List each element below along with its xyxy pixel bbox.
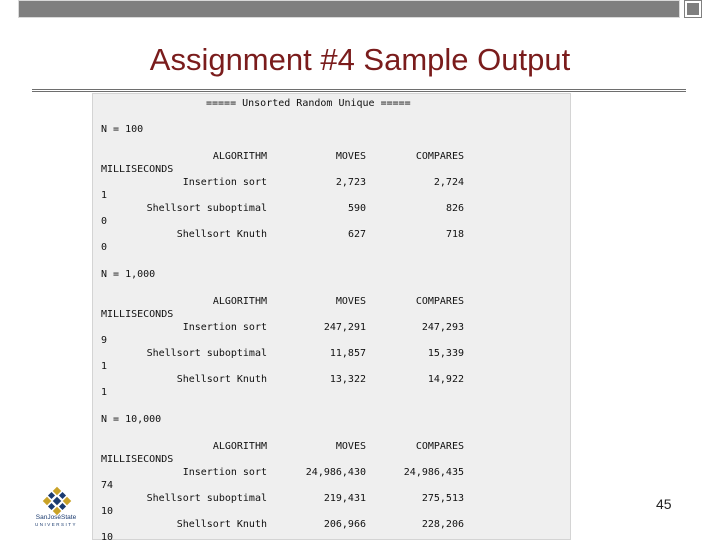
row-algorithm: Shellsort suboptimal — [146, 348, 267, 359]
row-milliseconds: 1 — [101, 361, 108, 372]
row-milliseconds: 74 — [101, 480, 114, 491]
logo-name: SanJoséState — [35, 514, 77, 521]
header-moves: MOVES — [335, 151, 366, 162]
row-moves: 627 — [347, 229, 366, 240]
logo-subtitle: UNIVERSITY — [34, 522, 77, 527]
header-moves: MOVES — [335, 296, 366, 307]
header-milliseconds: MILLISECONDS — [101, 454, 174, 465]
n-label: N = 100 — [101, 124, 144, 135]
row-milliseconds: 0 — [101, 242, 108, 253]
header-moves: MOVES — [335, 441, 366, 452]
row-compares: 247,293 — [421, 322, 464, 333]
header-compares: COMPARES — [415, 296, 464, 307]
header-algorithm: ALGORITHM — [212, 441, 267, 452]
title-rule — [32, 89, 686, 92]
header-algorithm: ALGORITHM — [212, 296, 267, 307]
row-moves: 2,723 — [335, 177, 366, 188]
header-algorithm: ALGORITHM — [212, 151, 267, 162]
row-moves: 247,291 — [323, 322, 366, 333]
n-label: N = 1,000 — [101, 269, 156, 280]
row-algorithm: Shellsort Knuth — [176, 374, 267, 385]
row-milliseconds: 1 — [101, 190, 108, 201]
header-compares: COMPARES — [415, 441, 464, 452]
row-algorithm: Insertion sort — [182, 177, 267, 188]
page-number: 45 — [656, 496, 672, 512]
row-compares: 826 — [445, 203, 464, 214]
slide-title: Assignment #4 Sample Output — [149, 42, 571, 77]
row-moves: 24,986,430 — [305, 467, 366, 478]
row-moves: 590 — [347, 203, 366, 214]
row-algorithm: Insertion sort — [182, 467, 267, 478]
row-milliseconds: 1 — [101, 387, 108, 398]
row-moves: 11,857 — [329, 348, 366, 359]
n-label: N = 10,000 — [101, 414, 162, 425]
row-compares: 718 — [445, 229, 464, 240]
row-moves: 206,966 — [323, 519, 366, 530]
row-compares: 24,986,435 — [403, 467, 464, 478]
row-milliseconds: 10 — [101, 532, 114, 543]
row-moves: 13,322 — [329, 374, 366, 385]
slide-top-bar — [18, 0, 680, 18]
slide-corner-square — [684, 0, 702, 18]
row-milliseconds: 10 — [101, 506, 114, 517]
row-algorithm: Shellsort suboptimal — [146, 493, 267, 504]
row-compares: 15,339 — [427, 348, 464, 359]
row-algorithm: Shellsort Knuth — [176, 519, 267, 530]
header-milliseconds: MILLISECONDS — [101, 309, 174, 320]
row-algorithm: Shellsort suboptimal — [146, 203, 267, 214]
header-compares: COMPARES — [415, 151, 464, 162]
row-compares: 14,922 — [427, 374, 464, 385]
row-compares: 275,513 — [421, 493, 464, 504]
row-algorithm: Insertion sort — [182, 322, 267, 333]
row-moves: 219,431 — [323, 493, 366, 504]
row-milliseconds: 0 — [101, 216, 108, 227]
row-algorithm: Shellsort Knuth — [176, 229, 267, 240]
header-milliseconds: MILLISECONDS — [101, 164, 174, 175]
row-compares: 2,724 — [433, 177, 464, 188]
row-milliseconds: 9 — [101, 335, 108, 346]
row-compares: 228,206 — [421, 519, 464, 530]
output-banner: ===== Unsorted Random Unique ===== — [206, 98, 411, 109]
